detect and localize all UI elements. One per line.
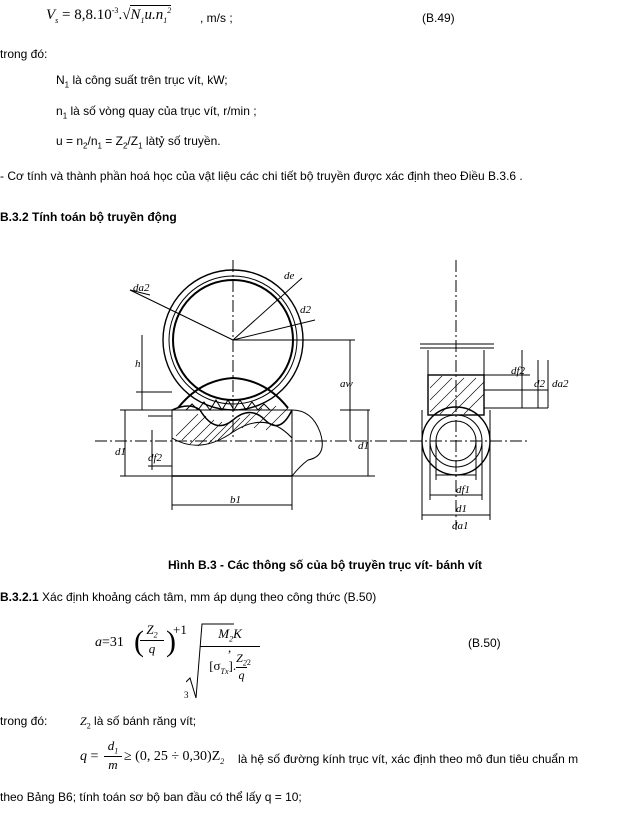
eq-b50-z2-over-q: $Z_2$ q <box>140 622 164 657</box>
eq-b50-plus1: +1 <box>173 622 187 637</box>
subsection-heading: B.3.2.1 Xác định khoảng cách tâm, mm áp dụng theo công thức (B.50) <box>0 590 377 604</box>
where-label-2: trong đó: <box>0 714 48 728</box>
material-note: - Cơ tính và thành phần hoá học của vật liệu các chi tiết bộ truyền được xác định theo Điều B.3.6 . <box>0 169 523 183</box>
label-d2-right: d2 <box>534 378 545 390</box>
eq-b50: a=31 <box>95 635 124 650</box>
def-z2: $Z_2$ là số bánh răng vít; <box>80 714 197 731</box>
label-d1-mid: d1 <box>358 440 369 452</box>
label-da1: da1 <box>452 520 469 532</box>
eq-b49-number: (B.49) <box>422 11 455 25</box>
def-ratio: $u = n_2/n_1 = Z_2/Z_1$ làtỷ số truyền. <box>56 134 221 151</box>
label-d2: d2 <box>300 304 311 316</box>
label-da2-right: da2 <box>552 378 569 390</box>
label-aw: aw <box>340 378 353 390</box>
q-formula-fraction: $d_1$ m <box>104 738 122 773</box>
section-heading: B.3.2 Tính toán bộ truyền động <box>0 210 177 224</box>
def-q: là hệ số đường kính trục vít, xác định theo mô đun tiêu chuẩn m <box>238 752 579 766</box>
eq-b50-paren-open: ( <box>134 625 144 658</box>
eq-b49-units: , m/s ; <box>200 11 233 25</box>
label-d1-left: d1 <box>115 446 126 458</box>
label-df1: df1 <box>456 484 471 496</box>
label-de: de <box>284 270 295 282</box>
label-df2: df2 <box>511 365 526 377</box>
label-h: h <box>135 358 141 370</box>
label-b1: b1 <box>230 494 241 506</box>
eq-b50-number: (B.50) <box>468 636 501 650</box>
def-rpm: $n_1$ là số vòng quay của trục vít, r/min ; <box>56 104 257 121</box>
q-formula: q = <box>80 749 99 764</box>
def-n1: $N_1$ là công suất trên trục vít, kW; <box>56 73 228 90</box>
label-df2-left: df2 <box>148 452 163 464</box>
worm-gear-figure <box>90 260 550 550</box>
eq-b50-root-index: 3 <box>184 690 189 700</box>
q-formula-range: ≥ (0, $25 \div 0,30)Z_2$ <box>124 749 225 766</box>
eq-b50-comma: , <box>228 640 232 655</box>
where-label-1: trong đó: <box>0 47 48 61</box>
eq-b49: $V_s = 8,8.10^{-3}.√N_1u.n_1^2$ <box>46 6 172 25</box>
eq-b50-paren-close: ) <box>166 625 176 658</box>
label-d1-bottom: d1 <box>456 503 467 515</box>
label-da2: da2 <box>133 282 150 294</box>
figure-caption: Hình B.3 - Các thông số của bộ truyền trục vít- bánh vít <box>168 558 483 572</box>
def-q-line2: theo Bảng B6; tính toán sơ bộ ban đầu có thể lấy q = 10; <box>0 790 302 804</box>
eq-b50-fraction: $M_2K$ $[\sigma_{Tx}]$. $\frac{Z_2}{q}$ $^2$ <box>200 626 260 683</box>
